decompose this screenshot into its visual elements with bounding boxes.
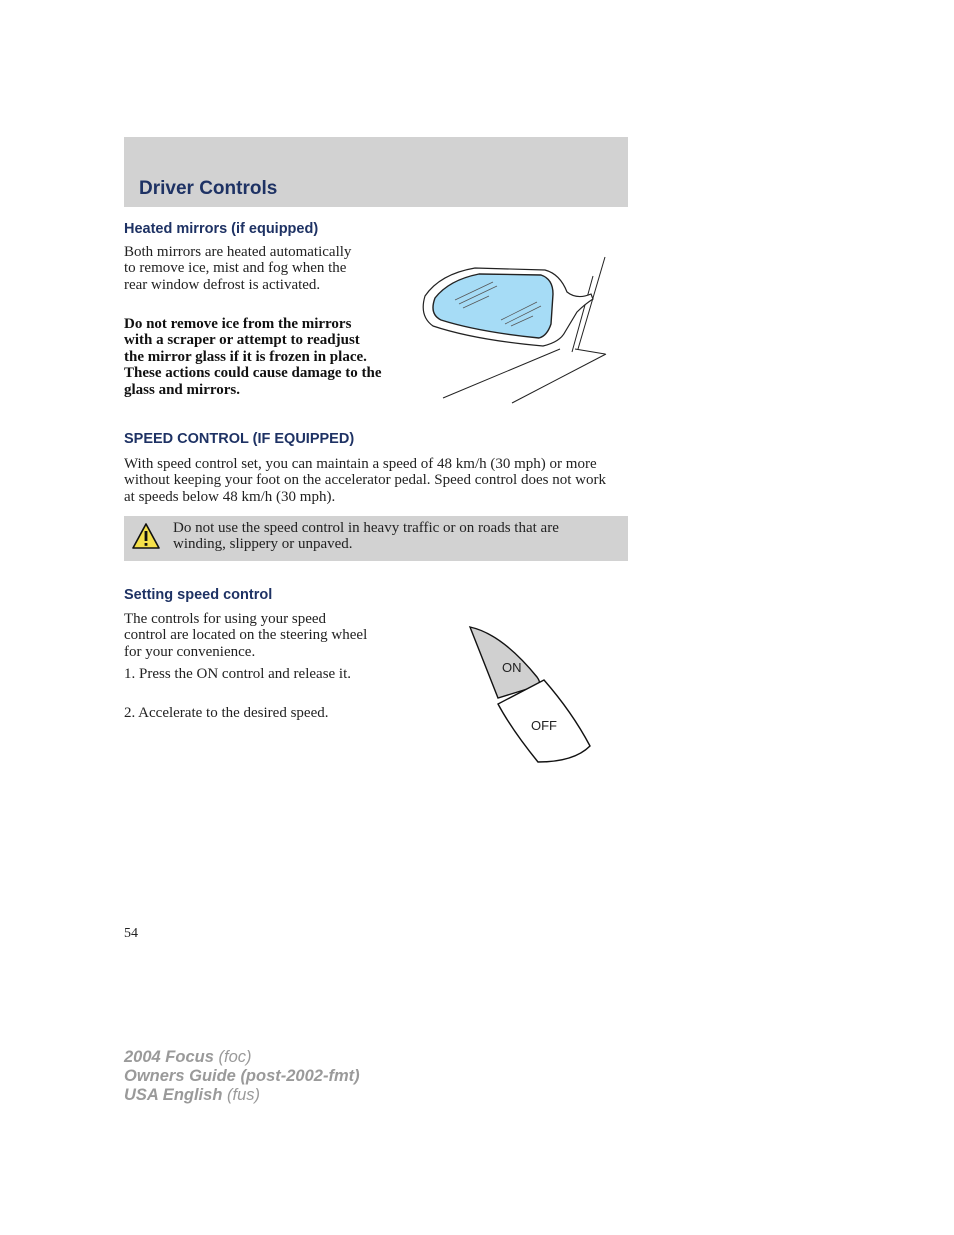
footer-guide: Owners Guide (post-2002-fmt)	[124, 1067, 360, 1085]
warning-triangle-icon	[131, 522, 161, 550]
setting-step-2: 2. Accelerate to the desired speed.	[124, 705, 329, 721]
switch-off-label: OFF	[531, 718, 557, 733]
footer-model: 2004 Focus	[124, 1048, 214, 1066]
footer-line-1	[124, 1048, 251, 1066]
heated-mirrors-caution: Do not remove ice from the mirrors with a scraper or attempt to readjust the mirror glass if it is frozen in place. These actions could cause damage to the glass and mirrors.	[124, 316, 382, 398]
footer-language-code: (fus)	[227, 1086, 260, 1104]
speed-control-warning: Do not use the speed control in heavy traffic or on roads that are winding, slippery or unpaved.	[173, 520, 559, 553]
section-title: Driver Controls	[139, 178, 278, 199]
heated-mirror-illustration	[415, 254, 610, 404]
heated-mirrors-body: Both mirrors are heated automatically to remove ice, mist and fog when the rear window defrost is activated.	[124, 244, 352, 293]
speed-control-heading: SPEED CONTROL (IF EQUIPPED)	[124, 431, 355, 447]
setting-step-1: 1. Press the ON control and release it.	[124, 666, 352, 682]
heated-mirrors-heading: Heated mirrors (if equipped)	[124, 221, 319, 237]
setting-speed-control-intro: The controls for using your speed control are located on the steering wheel for your convenience.	[124, 611, 368, 660]
footer-line-3	[124, 1086, 260, 1104]
speed-control-switch-illustration	[462, 622, 597, 764]
footer-model-code: (foc)	[218, 1048, 252, 1066]
footer-language: USA English	[124, 1086, 223, 1104]
footer-line-2	[124, 1067, 360, 1085]
page-number: 54	[124, 926, 138, 941]
switch-on-label: ON	[502, 660, 522, 675]
speed-control-body: With speed control set, you can maintain a speed of 48 km/h (30 mph) or more without keeping your foot on the accelerator pedal. Speed control does not work at speeds below 48 km/h (30 mph).	[124, 456, 606, 505]
setting-speed-control-heading: Setting speed control	[124, 587, 273, 603]
